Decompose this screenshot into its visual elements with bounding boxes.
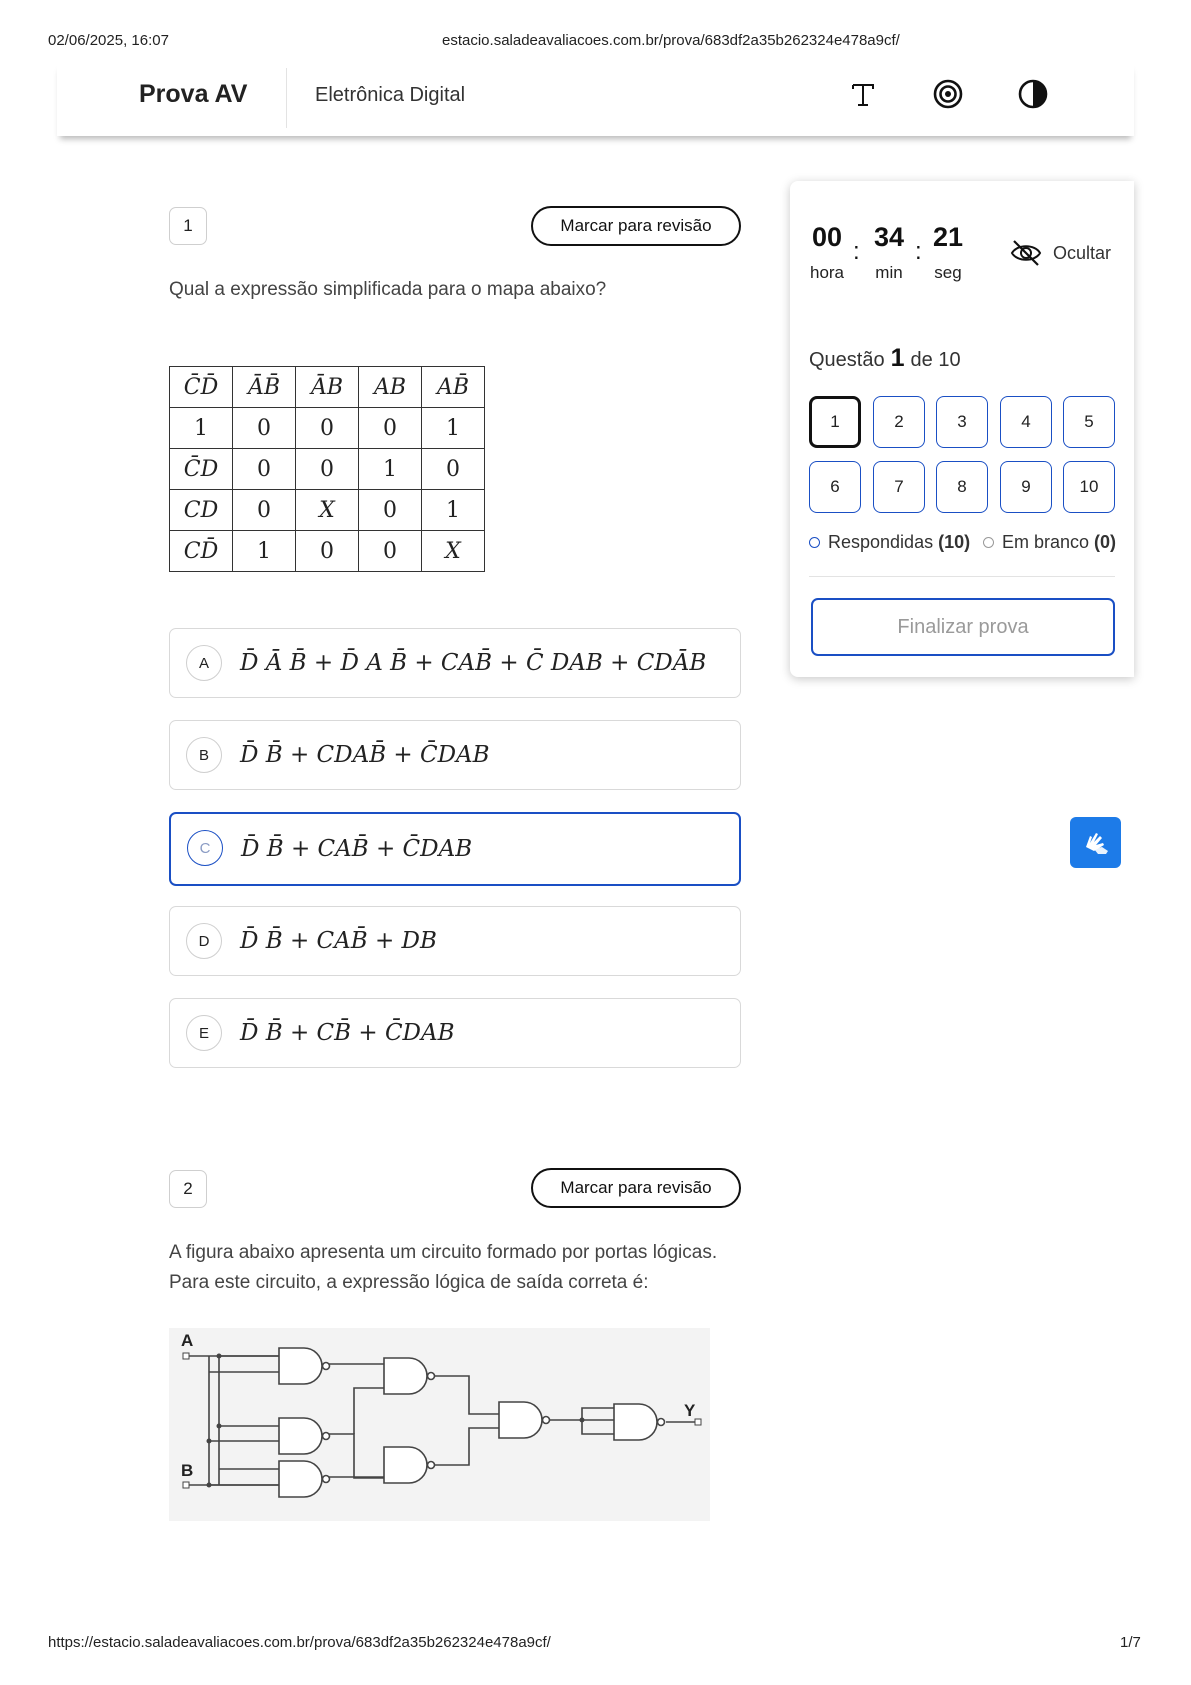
contrast-icon[interactable] [1016, 77, 1050, 111]
and-nand-gates [279, 1348, 665, 1497]
kmap-row-label: CD [170, 490, 233, 531]
kmap-cell: 0 [359, 408, 422, 449]
question-nav-button[interactable]: 1 [809, 396, 861, 448]
timer-hours: 00 [811, 222, 843, 252]
kmap-cell: 1 [170, 408, 233, 449]
kmap-cell: 1 [233, 531, 296, 572]
option-formula: D̄ B̄ + CAB̄ + DB [240, 928, 437, 954]
answered-label: Respondidas [828, 532, 934, 552]
option-b[interactable] [169, 720, 741, 790]
kmap-cell: 0 [233, 408, 296, 449]
question-nav-button[interactable]: 5 [1063, 396, 1115, 448]
karnaugh-map [169, 366, 485, 572]
question-text: Qual a expressão simplificada para o mapa abaixo? [169, 279, 607, 300]
kmap-header-cell: ĀB̄ [233, 367, 296, 408]
question-nav-button[interactable]: 4 [1000, 396, 1052, 448]
input-b-label: B [181, 1461, 194, 1480]
finish-exam-button[interactable]: Finalizar prova [811, 598, 1115, 656]
kmap-cell: 0 [233, 449, 296, 490]
blank-legend [983, 532, 1116, 553]
kmap-cell: X [296, 490, 359, 531]
option-e[interactable] [169, 998, 741, 1068]
option-letter: C [187, 830, 223, 866]
answered-dot-icon [809, 537, 820, 548]
timer-minutes-label: min [875, 263, 903, 282]
kmap-header-cell: C̄D̄ [170, 367, 233, 408]
blank-dot-icon [983, 537, 994, 548]
kmap-row-label: C̄D [170, 449, 233, 490]
print-footer-url: https://estacio.saladeavaliacoes.com.br/prova/683df2a35b262324e478a9cf/ [48, 1634, 551, 1651]
print-url: estacio.saladeavaliacoes.com.br/prova/683df2a35b262324e478a9cf/ [442, 32, 900, 49]
option-letter: A [186, 645, 222, 681]
kmap-cell: 0 [233, 490, 296, 531]
panel-divider [809, 576, 1115, 577]
kmap-cell: 1 [422, 408, 485, 449]
output-y-label: Y [684, 1401, 696, 1420]
topbar-divider [286, 68, 287, 128]
current-question: 1 [890, 344, 905, 372]
question-nav-button[interactable]: 8 [936, 461, 988, 513]
hide-timer-label: Ocultar [1053, 242, 1112, 263]
logic-circuit-figure [169, 1328, 710, 1521]
timer-hours-label: hora [809, 263, 845, 282]
question-counter-total: de 10 [910, 349, 961, 371]
kmap-cell: 0 [296, 531, 359, 572]
libras-accessibility-button[interactable] [1070, 817, 1121, 868]
kmap-cell: 0 [359, 531, 422, 572]
mark-review-button[interactable]: Marcar para revisão [531, 206, 741, 246]
hide-timer-button[interactable] [1009, 238, 1111, 268]
option-a[interactable] [169, 628, 741, 698]
kmap-cell: 0 [422, 449, 485, 490]
option-formula: D̄ B̄ + CB̄ + C̄DAB [240, 1020, 455, 1046]
option-letter: E [186, 1015, 222, 1051]
timer-separator: : [853, 238, 860, 265]
kmap-header-cell: AB̄ [422, 367, 485, 408]
option-formula: D̄ Ā B̄ + D̄ A B̄ + CAB̄ + C̄ DAB + CDĀB [240, 650, 707, 676]
timer-separator: : [915, 238, 922, 265]
subject-title: Eletrônica Digital [315, 84, 466, 106]
timer-seconds: 21 [932, 222, 964, 252]
print-page-number: 1/7 [1120, 1634, 1141, 1651]
blank-count: (0) [1094, 532, 1117, 552]
text-size-icon[interactable] [846, 77, 880, 111]
kmap-cell: 1 [359, 449, 422, 490]
question-number: 2 [169, 1170, 207, 1208]
print-datetime: 02/06/2025, 16:07 [48, 32, 169, 49]
mark-review-button[interactable]: Marcar para revisão [531, 1168, 741, 1208]
question-text: A figura abaixo apresenta um circuito formado por portas lógicas. Para este circuito, a expressão lógica de saída correta é: [169, 1242, 718, 1293]
app-title: Prova AV [139, 80, 248, 108]
question-nav-button[interactable]: 7 [873, 461, 925, 513]
option-letter: B [186, 737, 222, 773]
option-formula: D̄ B̄ + CDAB̄ + C̄DAB [240, 742, 490, 768]
kmap-header-cell: AB [359, 367, 422, 408]
option-formula: D̄ B̄ + CAB̄ + C̄DAB [241, 836, 473, 862]
blank-label: Em branco [1002, 532, 1090, 552]
kmap-cell: 0 [296, 449, 359, 490]
option-d[interactable] [169, 906, 741, 976]
question-nav-button[interactable]: 6 [809, 461, 861, 513]
question-nav-button[interactable]: 3 [936, 396, 988, 448]
input-a-label: A [181, 1331, 194, 1350]
question-counter-prefix: Questão [809, 349, 885, 371]
kmap-cell: 0 [359, 490, 422, 531]
option-letter: D [186, 923, 222, 959]
kmap-header-cell: ĀB [296, 367, 359, 408]
question-nav-button[interactable]: 10 [1063, 461, 1115, 513]
eye-off-icon [1009, 238, 1043, 268]
answered-legend [809, 532, 970, 553]
kmap-row-label: CD̄ [170, 531, 233, 572]
sign-language-hands-icon [1080, 827, 1112, 859]
question-counter [809, 344, 961, 373]
target-icon[interactable] [931, 77, 965, 111]
kmap-cell: 1 [422, 490, 485, 531]
question-nav-button[interactable]: 9 [1000, 461, 1052, 513]
timer-minutes: 34 [873, 222, 905, 252]
question-nav-button[interactable]: 2 [873, 396, 925, 448]
kmap-cell: 0 [296, 408, 359, 449]
timer-seconds-label: seg [934, 263, 962, 282]
kmap-cell: X [422, 531, 485, 572]
answered-count: (10) [938, 532, 971, 552]
option-c[interactable] [169, 812, 741, 886]
question-number: 1 [169, 207, 207, 245]
